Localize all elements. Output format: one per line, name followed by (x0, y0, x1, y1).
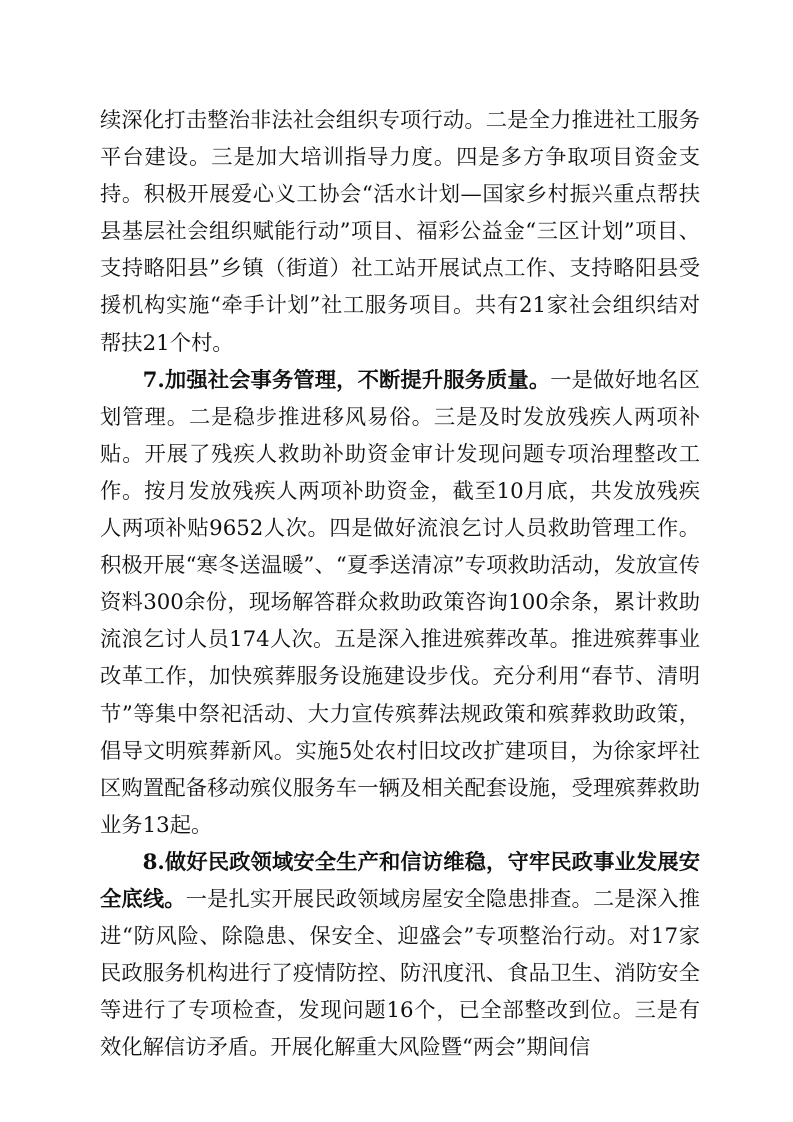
paragraph-social-affairs (100, 362, 700, 844)
paragraph-text: 一是扎实开展民政领域房屋安全隐患排查。二是深入推进“防风险、除隐患、保安全、迎盛会”专项整治行动。对17家民政服务机构进行了疫情防控、防汛度汛、食品卫生、消防安全等进行了专项检查，发现问题16个，已全部整改到位。三是有效化解信访矛盾。开展化解重大风险暨“两会”期间信 (100, 886, 700, 1061)
section-heading: 7.加强社会事务管理，不断提升服务质量。 (142, 367, 551, 393)
paragraph-text: 一是做好地名区划管理。二是稳步推进移风易俗。三是及时发放残疾人两项补贴。开展了残疾人救助补助资金审计发现问题专项治理整改工作。按月发放残疾人两项补助资金，截至10月底，共发放残疾人两项补贴9652人次。四是做好流浪乞讨人员救助管理工作。积极开展“寒冬送温暖”、“夏季送清凉”专项救助活动，发放宣传资料300余份，现场解答群众救助政策咨询100余条，累计救助流浪乞讨人员174人次。五是深入推进殡葬改革。推进殡葬事业改革工作，加快殡葬服务设施建设步伐。充分利用“春节、清明节”等集中祭祀活动、大力宣传殡葬法规政策和殡葬救助政策，倡导文明殡葬新风。实施5处农村旧坟改扩建项目，为徐家坪社区购置配备移动殡仪服务车一辆及相关配套设施，受理殡葬救助业务13起。 (100, 367, 700, 838)
paragraph-safety (100, 844, 700, 1067)
section-heading: 8.做好民政领域安全生产和信访维稳，守牢民政事业发展安全底线。 (100, 849, 700, 912)
document-page (100, 102, 700, 1066)
paragraph-continuation (100, 102, 700, 362)
paragraph-text: 续深化打击整治非法社会组织专项行动。二是全力推进社工服务平台建设。三是加大培训指导力度。四是多方争取项目资金支持。积极开展爱心义工协会“活水计划—国家乡村振兴重点帮扶县基层社会组织赋能行动”项目、福彩公益金“三区计划”项目、支持略阳县”乡镇（街道）社工站开展试点工作、支持略阳县受援机构实施“牵手计划”社工服务项目。共有21家社会组织结对帮扶21个村。 (100, 108, 700, 356)
